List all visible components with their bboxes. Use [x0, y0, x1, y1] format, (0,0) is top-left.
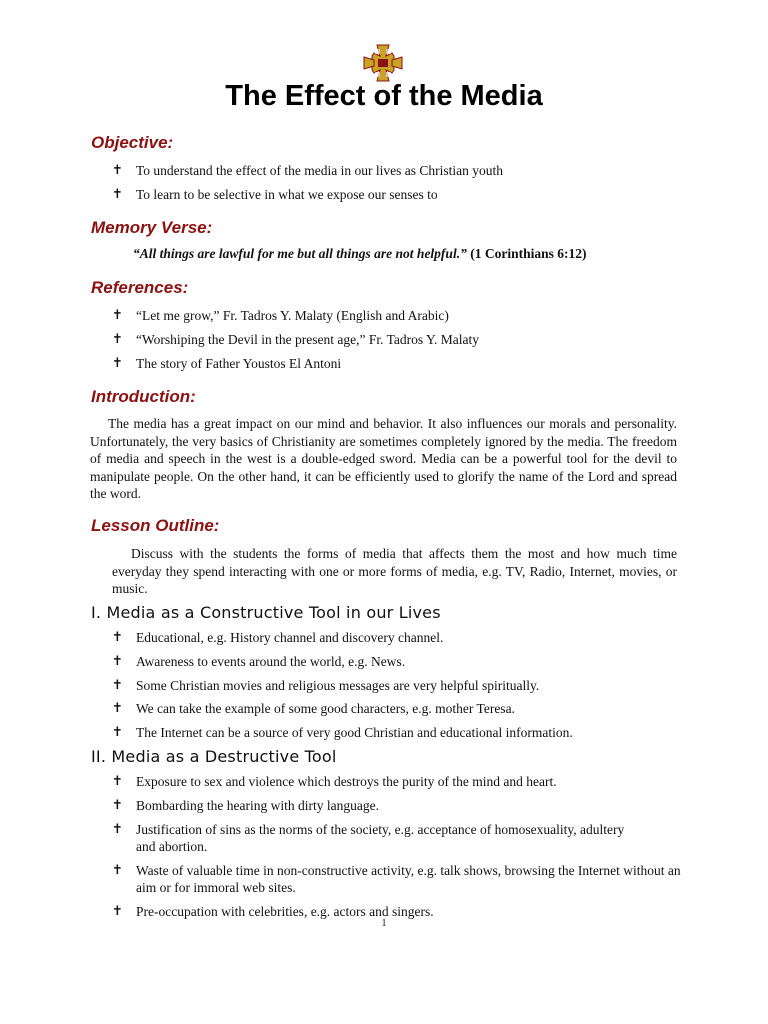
- introduction-paragraph: The media has a great impact on our mind and behavior. It also influences our morals and personality. Unfortunately, the very basics of Christianity are sometimes completely ignored by the media. The freedom of media and speech in the west is a double-edged sword. Media can be a powerful tool for the devil to manipulate people. On the other hand, it can be efficiently used to glorify the name of the Lord and spread the word.: [90, 416, 677, 502]
- list-item: ✝ Waste of valuable time in non-constructive activity, e.g. talk shows, browsing the Internet without an aim or for immoral web sites.: [112, 863, 681, 895]
- cross-icon: ✝: [112, 863, 123, 878]
- list-item: ✝ Justification of sins as the norms of the society, e.g. acceptance of homosexuality, adultery and abortion.: [112, 822, 625, 854]
- verse-quote: “All things are lawful for me but all things are not helpful.”: [133, 246, 467, 261]
- memory-verse-heading: Memory Verse:: [91, 218, 213, 237]
- list-item: ✝ The Internet can be a source of very good Christian and educational information.: [112, 725, 573, 740]
- cross-icon: ✝: [112, 904, 123, 919]
- cross-icon: ✝: [112, 163, 123, 178]
- lesson-outline-paragraph: Discuss with the students the forms of media that affects them the most and how much time everyday they spend interacting with one or more forms of media, e.g. TV, Radio, Internet, movies, or music.: [112, 546, 677, 597]
- list-item: ✝ “Let me grow,” Fr. Tadros Y. Malaty (English and Arabic): [112, 308, 449, 323]
- list-item: ✝ Awareness to events around the world, e.g. News.: [112, 654, 406, 669]
- cross-icon: ✝: [112, 774, 123, 789]
- list-item: ✝ We can take the example of some good characters, e.g. mother Teresa.: [112, 701, 515, 716]
- section-constructive-heading: I. Media as a Constructive Tool in our Lives: [91, 603, 441, 622]
- section-destructive-heading: II. Media as a Destructive Tool: [91, 747, 337, 766]
- list-item: ✝ To understand the effect of the media in our lives as Christian youth: [112, 163, 503, 178]
- cross-icon: ✝: [112, 356, 123, 371]
- cross-icon: ✝: [112, 308, 123, 323]
- cross-icon: ✝: [112, 654, 123, 669]
- cross-icon: ✝: [112, 332, 123, 347]
- lesson-outline-heading: Lesson Outline:: [91, 516, 220, 535]
- cross-icon: ✝: [112, 725, 123, 740]
- cross-icon: ✝: [112, 678, 123, 693]
- list-item: ✝ Educational, e.g. History channel and discovery channel.: [112, 630, 444, 645]
- memory-verse: [133, 246, 586, 262]
- list-item: ✝ Some Christian movies and religious messages are very helpful spiritually.: [112, 678, 540, 693]
- list-item: ✝ The story of Father Youstos El Antoni: [112, 356, 342, 371]
- objective-heading: Objective:: [91, 133, 174, 152]
- coptic-cross-icon: [361, 43, 405, 83]
- list-item: ✝ “Worshiping the Devil in the present age,” Fr. Tadros Y. Malaty: [112, 332, 480, 347]
- cross-icon: ✝: [112, 798, 123, 813]
- cross-icon: ✝: [112, 630, 123, 645]
- list-item: ✝ Bombarding the hearing with dirty language.: [112, 798, 379, 813]
- cross-icon: ✝: [112, 701, 123, 716]
- list-item: ✝ Exposure to sex and violence which destroys the purity of the mind and heart.: [112, 774, 557, 789]
- references-heading: References:: [91, 278, 189, 297]
- page-title: The Effect of the Media: [225, 80, 543, 112]
- introduction-heading: Introduction:: [91, 387, 196, 406]
- cross-icon: ✝: [112, 187, 123, 202]
- list-item: ✝ Pre-occupation with celebrities, e.g. actors and singers.: [112, 904, 434, 919]
- cross-icon: ✝: [112, 822, 123, 837]
- page-number: 1: [381, 918, 387, 929]
- list-item: ✝ To learn to be selective in what we expose our senses to: [112, 187, 438, 202]
- verse-reference: (1 Corinthians 6:12): [470, 246, 587, 261]
